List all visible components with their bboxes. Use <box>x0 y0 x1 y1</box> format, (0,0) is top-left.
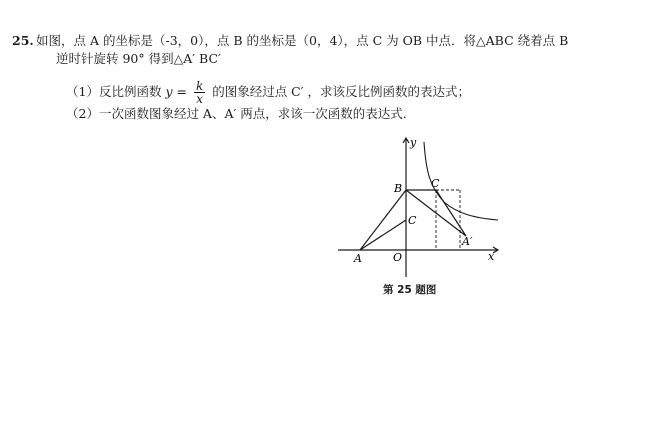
segment-AC <box>360 220 406 250</box>
question-stem-line-2: 逆时针旋转 90° 得到△A′ BC′ <box>56 51 221 66</box>
fraction-k-over-x <box>194 80 205 105</box>
fraction-numerator: k <box>195 79 204 93</box>
sub-question-1-suffix: 的图象经过点 C′ ，求该反比例函数的表达式； <box>212 84 471 99</box>
question-number: 25. <box>12 33 34 48</box>
equals-sign: = <box>172 84 191 99</box>
sub-question-2: （2）一次函数图象经过 A、A′ 两点，求该一次函数的表达式． <box>66 106 416 121</box>
question-stem-line-1: 如图，点 A 的坐标是（-3，0），点 B 的坐标是（0，4），点 C 为 OB 中点．将△ABC 绕着点 B <box>36 33 569 48</box>
point-A-prime-label: A′ <box>462 235 473 248</box>
point-A-label: A <box>354 252 362 265</box>
point-C-label: C <box>408 214 417 227</box>
function-y: y <box>165 84 173 99</box>
x-axis-label: x <box>488 250 495 263</box>
geometry-figure <box>330 132 510 282</box>
point-B-label: B <box>394 182 403 195</box>
sub-question-1 <box>66 80 470 105</box>
origin-label: O <box>393 251 403 264</box>
y-axis-label: y <box>410 136 417 149</box>
sub-question-1-prefix: （1）反比例函数 <box>66 84 162 99</box>
fraction-denominator: x <box>196 92 203 106</box>
figure-caption: 第 25 题图 <box>383 284 437 296</box>
segment-AB <box>360 190 406 250</box>
point-C-prime-label: C <box>431 177 440 190</box>
